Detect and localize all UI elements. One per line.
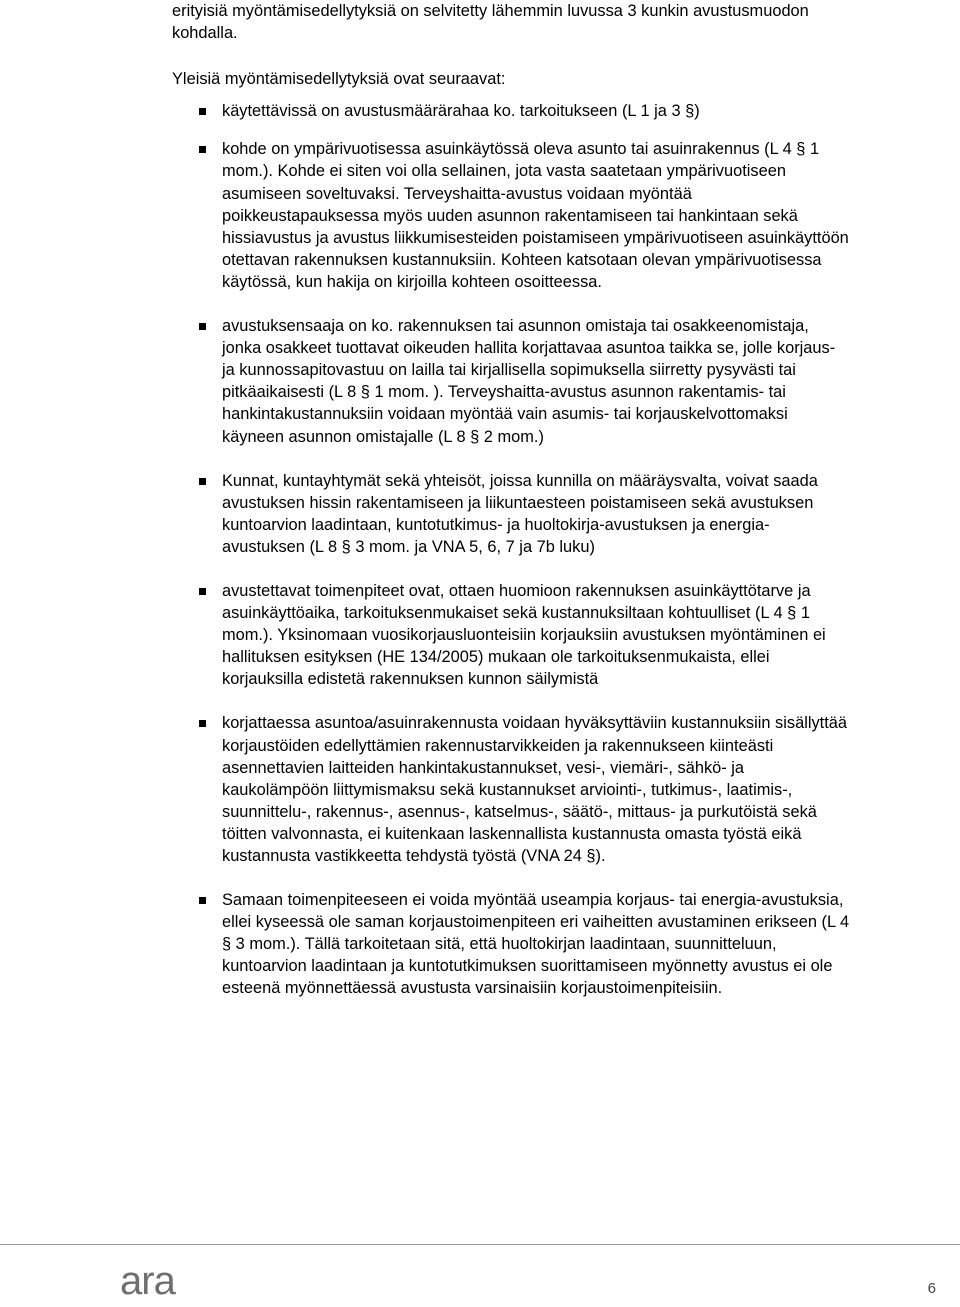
list-item <box>172 470 852 558</box>
square-bullet-icon <box>199 146 206 153</box>
page-number: 6 <box>927 1280 936 1297</box>
list-item-text: avustettavat toimenpiteet ovat, ottaen huomioon rakennuksen asuinkäyttötarve ja asuinkäyttöaika, tarkoituksenmukaiset sekä kustannuksiltaan kohtuulliset (L 4 § 1 mom.). Yksinomaan vuosikorjausluonteisiin korjauksiin avustuksen myöntäminen ei hallituksen esityksen (HE 134/2005) mukaan ole tarkoituksenmukaista, ellei korjauksilla edistetä rakennuksen kunnon säilymistä <box>222 581 826 689</box>
list-item <box>172 138 852 293</box>
square-bullet-icon <box>199 478 206 485</box>
requirements-list <box>172 100 852 999</box>
square-bullet-icon <box>199 897 206 904</box>
list-item <box>172 580 852 690</box>
list-item-text: käytettävissä on avustusmäärärahaa ko. tarkoitukseen (L 1 ja 3 §) <box>222 102 700 121</box>
list-item <box>172 889 852 999</box>
list-item-text: avustuksensaaja on ko. rakennuksen tai asunnon omistaja tai osakkeenomistaja, jonka osakkeet tuottavat oikeuden hallita korjattavaa asuntoa taikka se, jolle korjaus- ja kunnossapitovastuu on lailla tai kirjallisella sopimuksella siirretty pysyvästi tai pitkäaikaisesti (L 8 § 1 mom. ). Terveyshaitta-avustus asunnon rakentamis- tai hankintakustannuksiin voidaan myöntää vain asumis- tai korjauskelvottomaksi käyneen asunnon omistajalle (L 8 § 2 mom.) <box>222 317 836 446</box>
list-item-text: korjattaessa asuntoa/asuinrakennusta voidaan hyväksyttäviin kustannuksiin sisällyttää korjaustöiden edellyttämien rakennustarvikkeiden ja rakennukseen kiinteästi asennettavien laitteiden hankintakustannukset, vesi-, viemäri-, sähkö- ja kaukolämpöön liittymismaksu sekä kustannukset arviointi-, tutkimus-, laatimis-, suunnittelu-, rakennus-, asennus-, katselmus-, säätö-, mittaus- ja purkutöistä sekä töitten valvonnasta, ei kuitenkaan laskennallista kustannusta omasta työstä eikä kustannusta vastikkeetta tehdystä työstä (VNA 24 §). <box>222 714 848 865</box>
list-item <box>172 315 852 448</box>
ara-logo <box>120 1262 200 1302</box>
document-body <box>172 0 852 1000</box>
square-bullet-icon <box>199 588 206 595</box>
list-item <box>172 712 852 867</box>
list-item-text: Samaan toimenpiteeseen ei voida myöntää useampia korjaus- tai energia-avustuksia, ellei kyseessä ole saman korjaustoimenpiteen eri vaiheitten avustaminen erikseen (L 4 § 3 mom.). Tällä tarkoitetaan sitä, että huoltokirjan laadintaan, suunnitteluun, kuntoarvion laadintaan ja kuntotutkimuksen suorittamiseen myönnetty avustus ei ole esteenä myönnettäessä avustusta varsinaisiin korjaustoimenpiteisiin. <box>222 891 850 998</box>
square-bullet-icon <box>199 108 206 115</box>
footer-divider <box>0 1244 960 1245</box>
intro-paragraph: erityisiä myöntämisedellytyksiä on selvitetty lähemmin luvussa 3 kunkin avustusmuodon kohdalla. <box>172 2 809 43</box>
square-bullet-icon <box>199 323 206 330</box>
list-item-text: Kunnat, kuntayhtymät sekä yhteisöt, joissa kunnilla on määräysvalta, voivat saada avustuksen hissin rakentamiseen ja liikuntaesteen poistamiseen sekä avustuksen kuntoarvion laadintaan, kuntotutkimus- ja huoltokirja-avustuksen ja energia-avustuksen (L 8 § 3 mom. ja VNA 5, 6, 7 ja 7b luku) <box>222 471 818 556</box>
list-item <box>172 100 852 122</box>
square-bullet-icon <box>199 720 206 727</box>
lead-paragraph: Yleisiä myöntämisedellytyksiä ovat seuraavat: <box>172 70 506 89</box>
list-item-text: kohde on ympärivuotisessa asuinkäytössä oleva asunto tai asuinrakennus (L 4 § 1 mom.). Kohde ei siten voi olla sellainen, jota vasta saatetaan ympärivuotiseen asumiseen soveltuvaksi. Terveyshaitta-avustus voidaan myöntää poikkeustapauksessa myös uuden asunnon rakentamiseen tai hankintaan sekä hissiavustus ja avustus liikkumisesteiden poistamiseen ympärivuotiseen asuinkäyttöön otettavan rakennuksen kustannuksiin. Kohteen katsotaan olevan ympärivuotisessa käytössä, kun hakija on kirjoilla kohteen osoitteessa. <box>222 140 849 291</box>
ara-logo-text: ara <box>120 1262 175 1302</box>
